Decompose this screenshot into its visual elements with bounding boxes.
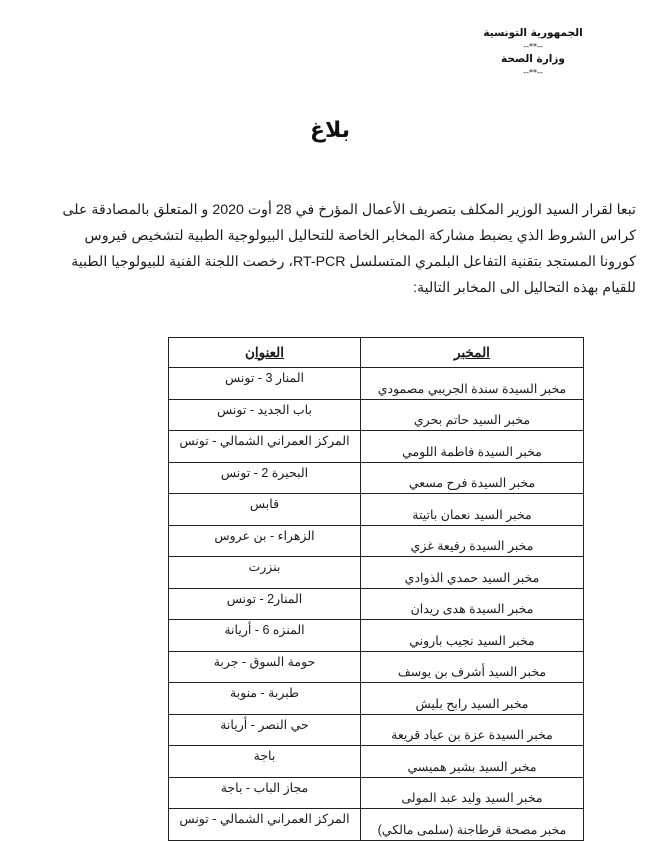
lab-name-cell: مخبر السيد رابح بليش [360,683,583,715]
paragraph-line: كورونا المستجد بتقنية التفاعل البلمري المتسلسل RT-PCR، رخصت اللجنة الفنية للبيولوجيا الطبية [71,254,636,270]
announcement-paragraph [62,197,636,301]
table-row [169,777,584,809]
paragraph-line: كراس الشروط الذي يضبط مشاركة المخابر الخاصة للتحاليل البيولوجية الطبية لتشخيص فيروس [84,228,636,244]
lab-name-cell: مخبر السيدة سندة الجريبي مصمودي [360,368,583,400]
address-cell: حومة السوق - جربة [169,651,361,683]
table-row [169,683,584,715]
address-cell: البحيرة 2 - تونس [169,462,361,494]
lab-name-cell: مخبر السيد حمدي الذوادي [360,557,583,589]
ministry-name: وزارة الصحة [501,53,565,65]
address-cell: بنزرت [169,557,361,589]
address-cell: المركز العمراني الشمالي - تونس [169,431,361,463]
document-title: بلاغ [310,118,350,143]
address-cell: مجاز الباب - باجة [169,777,361,809]
address-cell: باب الجديد - تونس [169,399,361,431]
table-row [169,809,584,841]
address-cell: المنار2 - تونس [169,588,361,620]
lab-name-cell: مخبر السيد حاتم بحري [360,399,583,431]
address-cell: طبربة - منوبة [169,683,361,715]
address-cell: الزهراء - بن عروس [169,525,361,557]
separator: --**-- [523,42,543,51]
address-cell: المنزه 6 - أريانة [169,620,361,652]
lab-name-cell: مخبر السيدة فاطمة اللومي [360,431,583,463]
header-lab: المخبر [360,338,583,368]
paragraph-line: للقيام بهذه التحاليل الى المخابر التالية: [413,280,636,296]
laboratories-table [168,337,584,841]
header-address: العنوان [169,338,361,368]
letterhead [468,26,598,78]
lab-name-cell: مخبر السيد وليد عبد المولى [360,777,583,809]
lab-name-cell: مخبر السيد نعمان باتيتة [360,494,583,526]
lab-name-cell: مخبر السيد أشرف بن يوسف [360,651,583,683]
lab-name-cell: مخبر السيد بشير هميسي [360,746,583,778]
table-body [169,368,584,841]
lab-name-cell: مخبر السيدة عزة بن عياد قريعة [360,714,583,746]
table-header-row [169,338,584,368]
table-row [169,746,584,778]
address-cell: باجة [169,746,361,778]
table-row [169,462,584,494]
address-cell: المركز العمراني الشمالي - تونس [169,809,361,841]
lab-name-cell: مخبر السيدة رفيعة غزي [360,525,583,557]
table-row [169,651,584,683]
lab-name-cell: مخبر السيد نجيب باروني [360,620,583,652]
table-row [169,368,584,400]
table-row [169,620,584,652]
lab-name-cell: مخبر السيدة هدى ريدان [360,588,583,620]
table-row [169,494,584,526]
table-row [169,588,584,620]
paragraph-line: تبعا لقرار السيد الوزير المكلف بتصريف الأعمال المؤرخ في 28 أوت 2020 و المتعلق بالمصادقة على [62,202,636,218]
address-cell: المنار 3 - تونس [169,368,361,400]
table-row [169,431,584,463]
republic-name: الجمهورية التونسية [483,27,583,39]
table-row [169,557,584,589]
separator: --**-- [523,68,543,77]
address-cell: قابس [169,494,361,526]
table-row [169,714,584,746]
address-cell: حي النصر - أريانة [169,714,361,746]
lab-name-cell: مخبر السيدة فرح مسعي [360,462,583,494]
table-row [169,399,584,431]
table-row [169,525,584,557]
lab-name-cell: مخبر مصحة قرطاجنة (سلمى مالكي) [360,809,583,841]
